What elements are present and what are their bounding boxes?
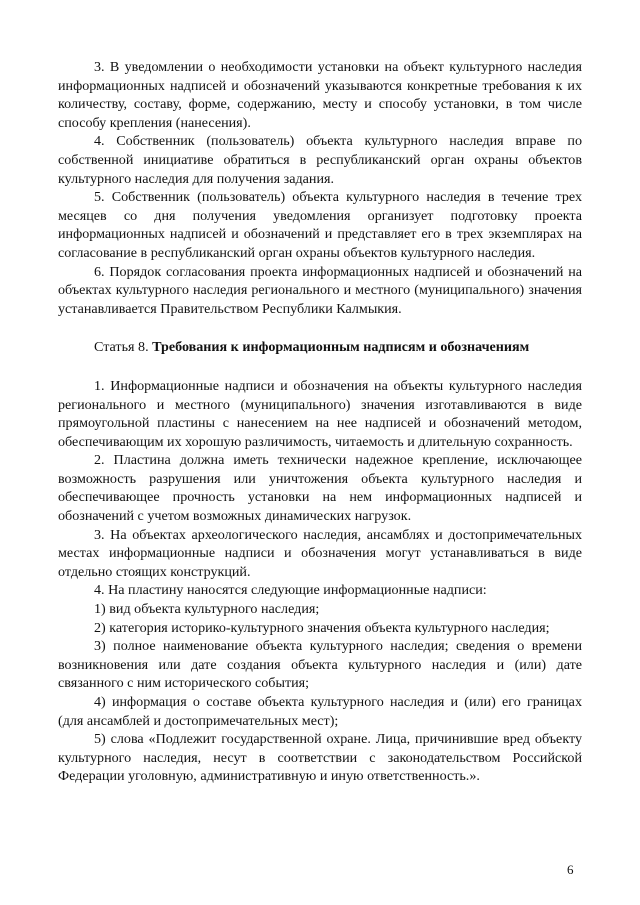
list-item: 2) категория историко-культурного значения объекта культурного наследия; [94, 619, 550, 636]
paragraph: 4. Собственник (пользователь) объекта культурного наследия вправе по собственной инициативе обратиться в республиканский орган охраны объектов культурного наследия для получения задания. [58, 133, 582, 187]
paragraph: 6. Порядок согласования проекта информационных надписей и обозначений на объектах культурного наследия регионального и местного (муниципального) значения устанавливается Правительством Республики Калмыкия. [58, 263, 582, 317]
list-item: 1) вид объекта культурного наследия; [94, 601, 320, 618]
paragraph: 3. В уведомлении о необходимости установки на объект культурного наследия информационных надписей и обозначений указываются конкретные требования к их количеству, составу, форме, содержанию, месту и способу установки, в том числе способу крепления (нанесения). [58, 59, 582, 131]
list-item: 5) слова «Подлежит государственной охране. Лица, причинившие вред объекту культурного наследия, несут в соответствии с законодательством Российской Федерации уголовную, административную и иную ответственность.». [58, 731, 582, 785]
paragraph: 1. Информационные надписи и обозначения на объекты культурного наследия регионального и местного (муниципального) значения изготавливаются в виде прямоугольной пластины с нанесением на нее надписей и обозначений методом, обеспечивающим их хорошую различимость, читаемость и длительную сохранность. [58, 377, 582, 450]
page-number: 6 [567, 862, 574, 877]
article-title: Требования к информационным надписям и обозначениям [152, 339, 530, 356]
list-item: 3) полное наименование объекта культурного наследия; сведения о времени возникновения или дате создания объекта культурного наследия и (или) дате связанного с ним исторического события; [58, 638, 582, 692]
paragraph: 5. Собственник (пользователь) объекта культурного наследия в течение трех месяцев со дня получения уведомления организует подготовку проекта информационных надписей и обозначений и представляет его в трех экземплярах на согласование в республиканский орган охраны объектов культурного наследия. [58, 189, 582, 261]
paragraph: 3. На объектах археологического наследия, ансамблях и достопримечательных местах информационные надписи и обозначения могут устанавливаться в виде отдельно стоящих конструкций. [58, 526, 582, 580]
article-prefix: Статья 8. [94, 339, 153, 356]
document-page [58, 58, 582, 786]
paragraph: 4. На пластину наносятся следующие информационные надписи: [94, 582, 487, 599]
list-item: 4) информация о составе объекта культурного наследия и (или) его границах (для ансамблей и достопримечательных мест); [58, 694, 582, 729]
article-heading [58, 338, 582, 357]
paragraph: 2. Пластина должна иметь технически надежное крепление, исключающее возможность разрушения или уничтожения объекта культурного наследия и обеспечивающее прочность установки на нем информационных надписей и обозначений с учетом возможных динамических нагрузок. [58, 452, 582, 525]
